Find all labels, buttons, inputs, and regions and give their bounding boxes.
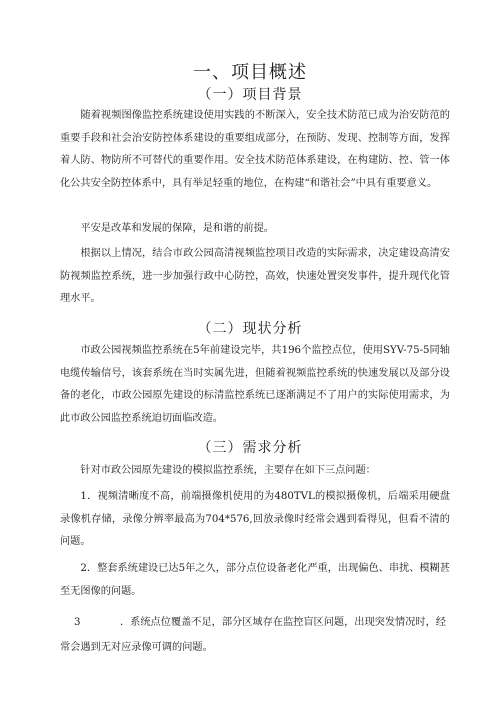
page-title: 一、项目概述 xyxy=(193,62,307,83)
list-item-3-number: 3 xyxy=(74,617,81,628)
paragraph-background-3: 根据以上情况，结合市政公园高清视频监控项目改造的实际需求，决定建设高清安防视频监控系统，进一步加强行政中心防控，高效，快速处置突发事件，提升现代化管理水平。 xyxy=(60,248,450,304)
paragraph-background-2: 平安是改革和发展的保障，是和谐的前提。 xyxy=(80,223,274,234)
list-item-3-line2: 常会遇到无对应录像可调的问题。 xyxy=(60,642,213,653)
list-item-1: 1．视频清晰度不高，前端摄像机使用的为480TVL的模拟摄像机，后端采用硬盘录像机存储，录像分辨率最高为704*576,回放录像时经常会遇到看得见，但看不清的问题。 xyxy=(60,491,450,547)
list-item-2: 2．整套系统建设已达5年之久，部分点位设备老化严重，出现偏色、串扰、模糊甚至无图像的问题。 xyxy=(60,563,450,597)
section-heading-background: （一）项目背景 xyxy=(197,87,303,103)
list-item-3-line1: ．系统点位覆盖不足，部分区域存在监控盲区问题，出现突发情况时，经 xyxy=(120,617,446,628)
paragraph-status-1: 市政公园视频监控系统在5年前建设完毕，共196个监控点位，使用SYV-75-5同轴电缆传输信号，该套系统在当时实属先进，但随着视频监控系统的快速发展以及部分设备的老化，市政公园原先建设的标清监控系统已逐渐满足不了用户的实际使用需求，为此市政公园监控系统迫切面临改造。 xyxy=(60,345,450,424)
paragraph-requirements-intro: 针对市政公园原先建设的模拟监控系统，主要存在如下三点问题： xyxy=(80,465,376,476)
section-heading-requirements: （三）需求分析 xyxy=(197,440,303,456)
section-heading-status: （二）现状分析 xyxy=(197,321,303,337)
paragraph-background-1: 随着视频图像监控系统建设使用实践的不断深入，安全技术防范已成为治安防范的重要手段和社会治安防控体系建设的重要组成部分，在预防、发现、控制等方面，发挥着人防、物防所不可替代的重要作用。安全技术防范体系建设，在构建防、控、管一体化公共安全防控体系中，具有举足轻重的地位，在构建“和谐社会”中具有重要意义。 xyxy=(60,110,450,189)
